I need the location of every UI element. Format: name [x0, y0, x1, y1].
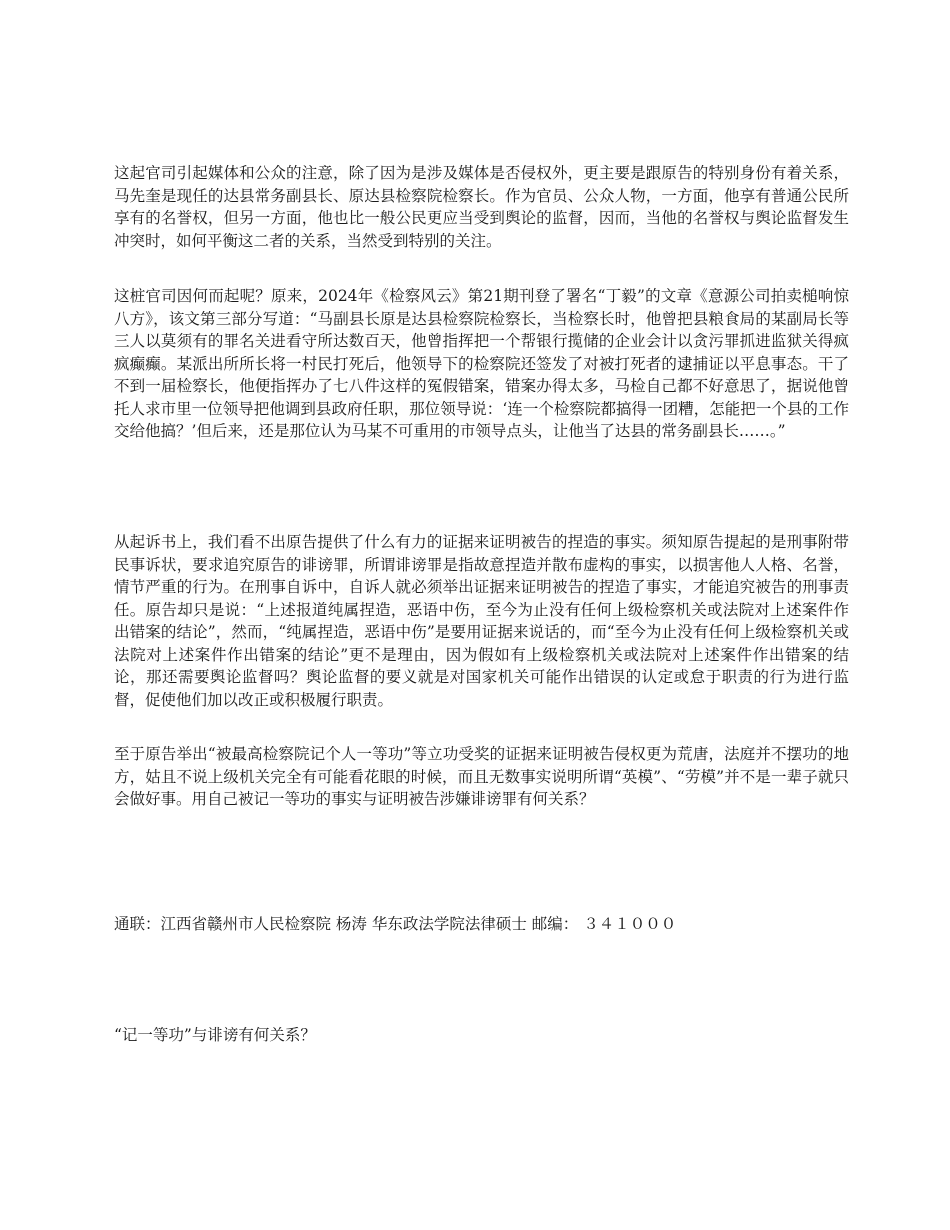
- author-contact: 通联：江西省赣州市人民检察院 杨涛 华东政法学院法律硕士 邮编： ３４１０００: [114, 915, 677, 933]
- paragraph-origin: 这桩官司因何而起呢？原来，2024年《检察风云》第21期刊登了署名“丁毅”的文章《意源公司拍卖槌响惊八方》，该文第三部分写道：“马副县长原是达县检察院检察长，当检察长时，他曾把县粮食局的某副局长等三人以莫须有的罪名关进看守所达数百天，他曾指挥把一个帮银行揽储的企业会计以贪污罪抓进监狱关得疯疯癫癫。某派出所所长将一村民打死后，他领导下的检察院还签发了对被打死者的逮捕证以平息事态。干了不到一届检察长，他便指挥办了七八件这样的冤假错案，错案办得太多，马检自己都不好意思了，据说他曾托人求市里一位领导把他调到县政府任职，那位领导说：‘连一个检察院都搞得一团糟，怎能把一个县的工作交给他搞？’但后来，还是那位认为马某不可重用的市领导点头，让他当了达县的常务副县长……。”: [114, 287, 849, 440]
- paragraph-merit: 至于原告举出“被最高检察院记个人一等功”等立功受奖的证据来证明被告侵权更为荒唐，法庭并不摆功的地方，姑且不说上级机关完全有可能看花眼的时候，而且无数事实说明所谓“英模”、“劳模”并不是一辈子就只会做好事。用自己被记一等功的事实与证明被告涉嫌诽谤罪有何关系？: [114, 745, 849, 808]
- closing-title: “记一等功”与诽谤有何关系？: [114, 1026, 316, 1044]
- paragraph-intro: 这起官司引起媒体和公众的注意，除了因为是涉及媒体是否侵权外，更主要是跟原告的特别身份有着关系，马先奎是现任的达县常务副县长、原达县检察院检察长。作为官员、公众人物，一方面，他享有普通公民所享有的名誉权，但另一方面，他也比一般公民更应当受到舆论的监督，因而，当他的名誉权与舆论监督发生冲突时，如何平衡这二者的关系，当然受到特别的关注。: [114, 164, 849, 250]
- paragraph-evidence: 从起诉书上，我们看不出原告提供了什么有力的证据来证明被告的捏造的事实。须知原告提起的是刑事附带民事诉状，要求追究原告的诽谤罪，所谓诽谤罪是指故意捏造并散布虚构的事实，以损害他人人格、名誉，情节严重的行为。在刑事自诉中，自诉人就必须举出证据来证明被告的捏造了事实，才能追究被告的刑事责任。原告却只是说：“上述报道纯属捏造，恶语中伤，至今为止没有任何上级检察机关或法院对上述案件作出错案的结论”，然而，“纯属捏造，恶语中伤”是要用证据来说话的，而“至今为止没有任何上级检察机关或法院对上述案件作出错案的结论”更不是理由，因为假如有上级检察机关或法院对上述案件作出错案的结论，那还需要舆论监督吗？舆论监督的要义就是对国家机关可能作出错误的认定或怠于职责的行为进行监督，促使他们加以改正或积极履行职责。: [114, 533, 849, 709]
